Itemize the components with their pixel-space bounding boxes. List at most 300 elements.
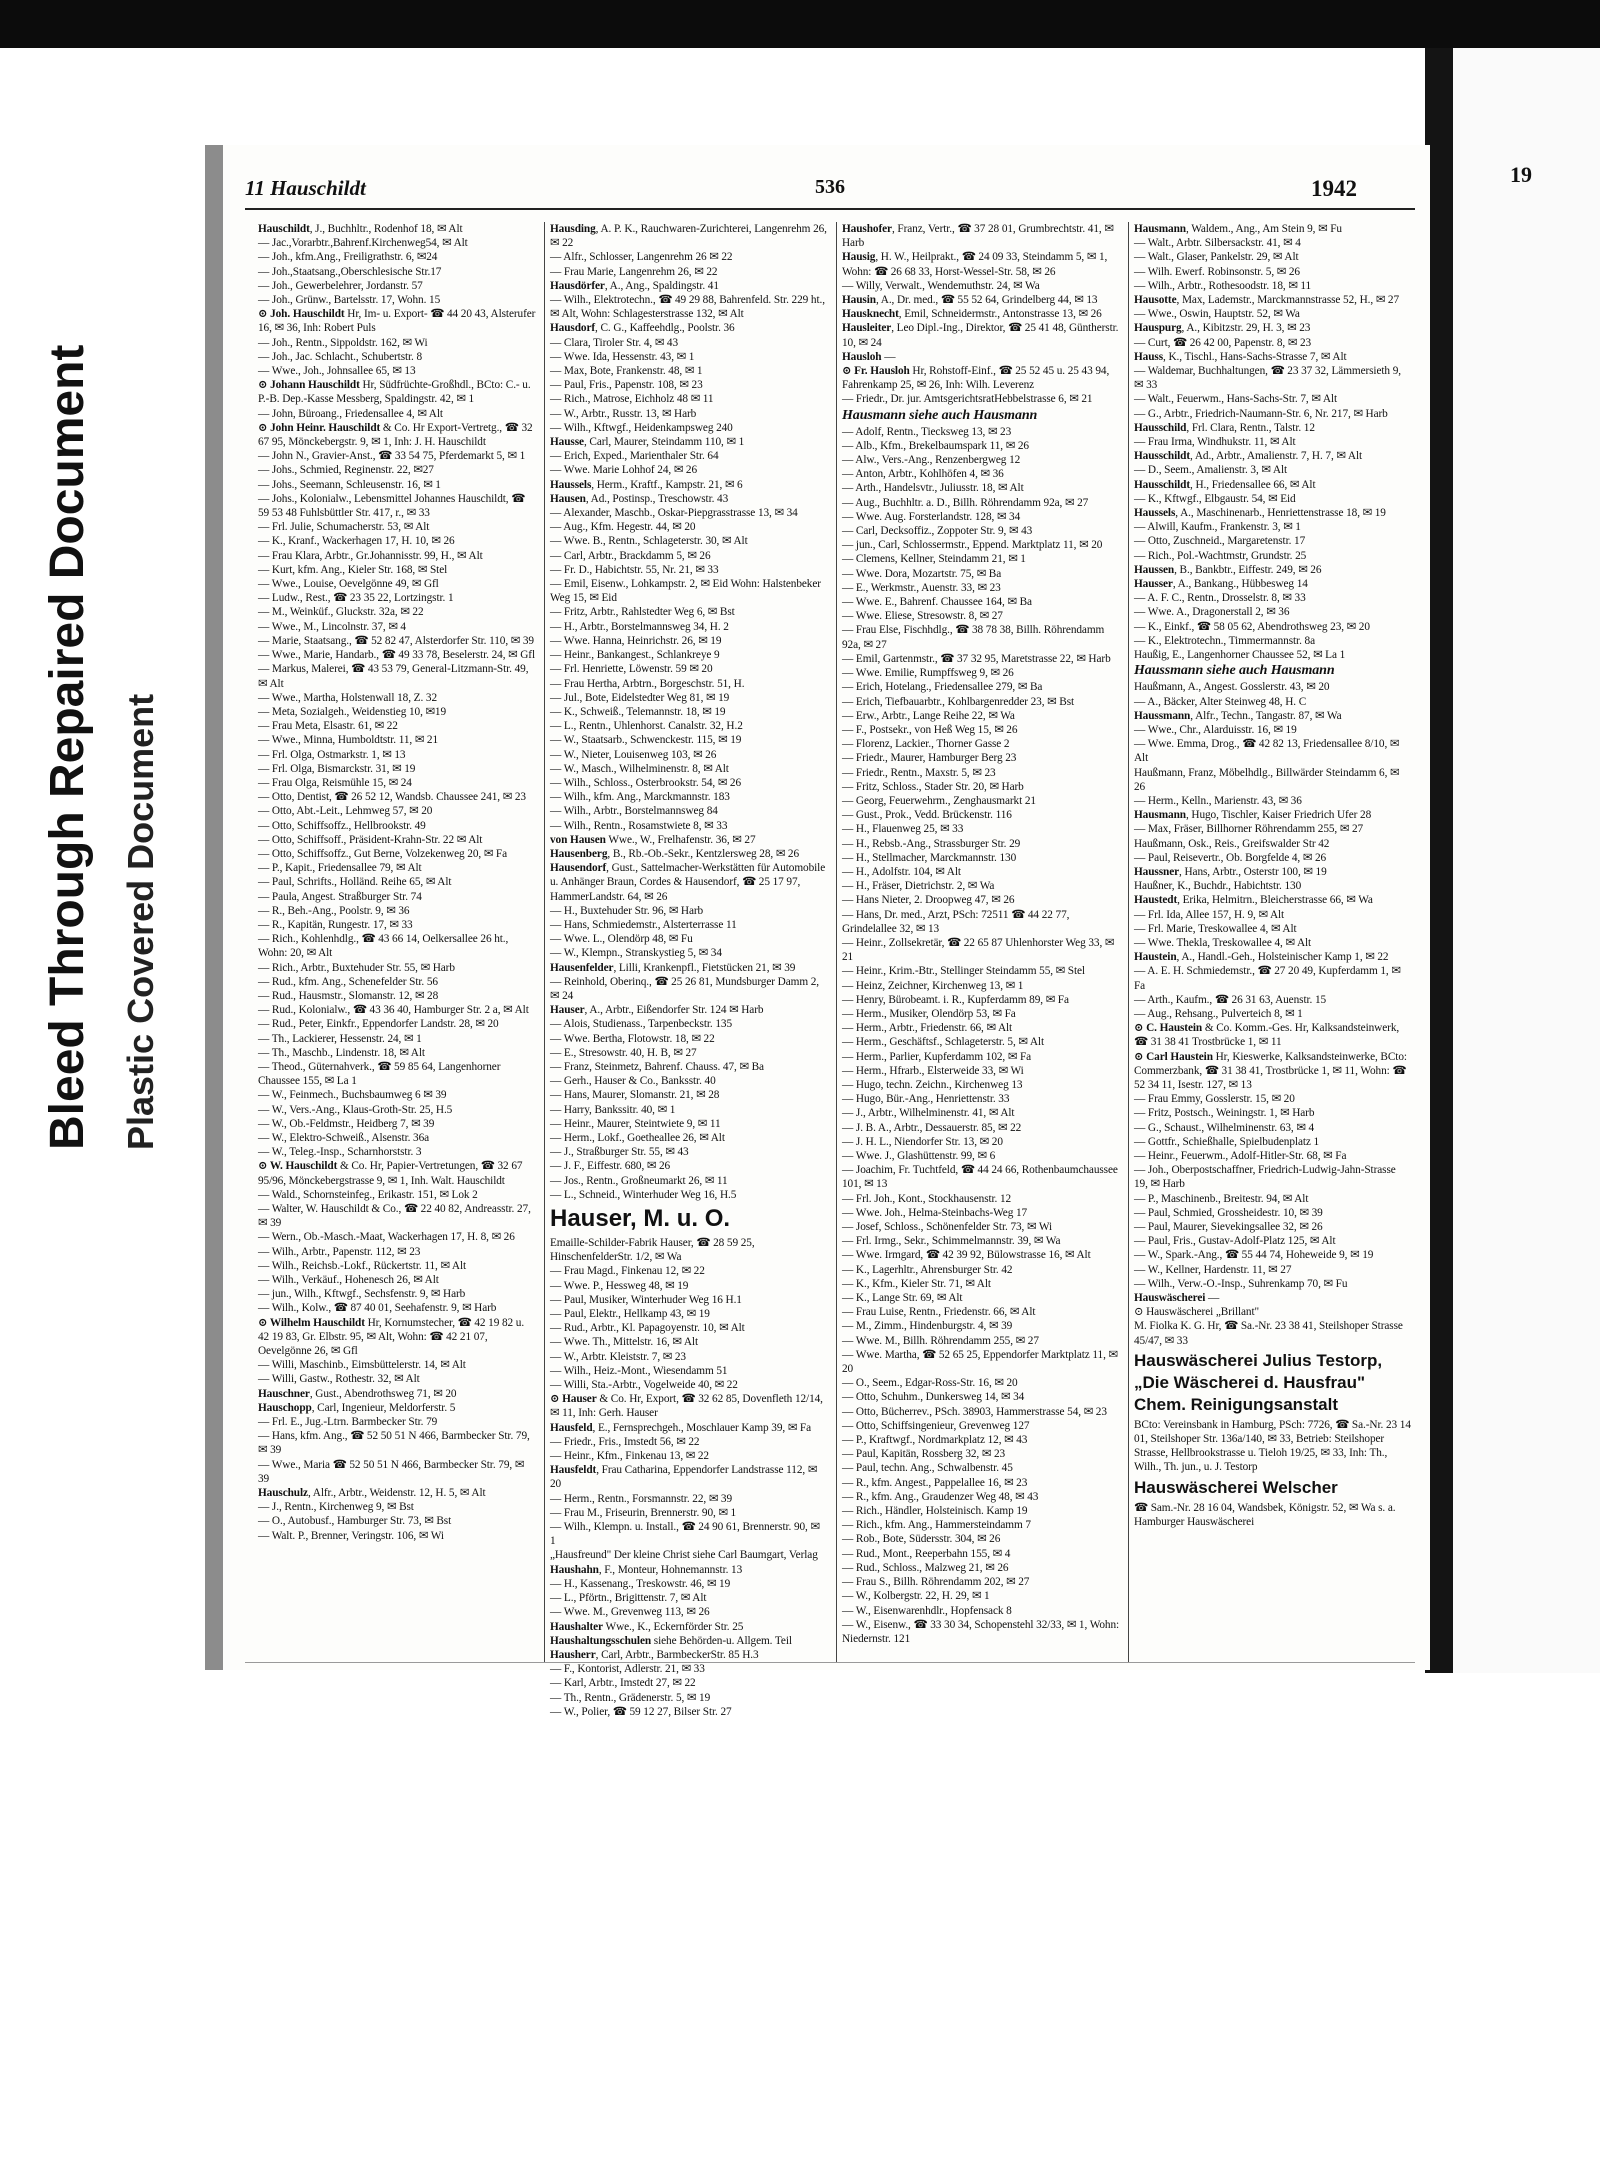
directory-entry: — Arth., Kaufm., ☎ 26 31 63, Auenstr. 15 <box>1134 993 1327 1006</box>
directory-entry: — Frau Olga, Reismühle 15, ✉ 24 <box>258 776 412 789</box>
directory-entry: — John, Büroang., Friedensallee 4, ✉ Alt <box>258 407 443 420</box>
directory-entry: — W., Spark.-Ang., ☎ 55 44 74, Hoheweide 9, ✉ 19 <box>1134 1249 1374 1262</box>
directory-entry: — Frau Irma, Windhukstr. 11, ✉ Alt <box>1134 436 1296 449</box>
directory-entry: — Hugo, Bür.-Ang., Henriettenstr. 33 <box>842 1093 1010 1106</box>
directory-entry: — Joh., Rentn., Sippoldstr. 162, ✉ Wi <box>258 336 428 349</box>
directory-entry: — Wwe. M., Billh. Röhrendamm 255, ✉ 27 <box>842 1334 1039 1347</box>
directory-entry: — Frau M., Friseurin, Brennerstr. 90, ✉ 1 <box>550 1506 737 1519</box>
directory-entry: — Otto, Dentist, ☎ 26 52 12, Wandsb. Chaussee 241, ✉ 23 <box>258 791 526 804</box>
directory-entry: — Wwe. Ida, Hessenstr. 43, ✉ 1 <box>550 350 695 363</box>
directory-entry: — Erich, Tiefbauarbtr., Kohlbargenredder 23, ✉ Bst <box>842 695 1075 708</box>
directory-entry: ⊙ Joh. Hauschildt Hr, Im- u. Export- ☎ 44 20 43, Alsterufer 16, ✉ 36, Inh: Robert Puls <box>258 308 536 335</box>
directory-entry: — Wilh., Reichsb.-Lokf., Rückertstr. 11, ✉ Alt <box>258 1259 467 1272</box>
directory-entry: ☎ Sam.-Nr. 28 16 04, Wandsbek, Königstr. 52, ✉ Wa s. a. Hamburger Hauswäscherei <box>1134 1501 1396 1528</box>
directory-entry: — W., Ob.-Feldmstr., Heidberg 7, ✉ 39 <box>258 1117 435 1130</box>
directory-entry: — H., Kassenang., Treskowstr. 46, ✉ 19 <box>550 1577 731 1590</box>
directory-entry: Hausschild, Frl. Clara, Rentn., Talstr. 12 <box>1134 421 1315 434</box>
directory-entry: Hausotte, Max, Lademstr., Marckmannstrasse 52, H., ✉ 27 <box>1134 294 1400 307</box>
directory-entry: — Herm., Parlier, Kupferdamm 102, ✉ Fa <box>842 1050 1032 1063</box>
page-header <box>245 176 1415 206</box>
directory-entry: Hausser, A., Bankang., Hübbesweg 14 <box>1134 578 1308 591</box>
adjacent-page-number: 19 <box>1510 162 1532 187</box>
directory-entry: — Hans Nieter, 2. Droopweg 47, ✉ 26 <box>842 894 1015 907</box>
directory-entry: — Wilh., Klempn. u. Install., ☎ 24 90 61, Brennerstr. 90, ✉ 1 <box>550 1521 820 1548</box>
directory-entry: — O., Seem., Edgar-Ross-Str. 16, ✉ 20 <box>842 1377 1018 1390</box>
directory-entry: — Frau Meta, Elsastr. 61, ✉ 22 <box>258 720 398 733</box>
directory-entry: — Wwe. Thekla, Treskowallee 4, ✉ Alt <box>1134 936 1312 949</box>
directory-entry: Hausmann, Waldem., Ang., Am Stein 9, ✉ Fu <box>1134 223 1342 235</box>
directory-entry: — E., Stresowstr. 40, H. B, ✉ 27 <box>550 1046 697 1059</box>
directory-entry: — Alwill, Kaufm., Frankenstr. 3, ✉ 1 <box>1134 521 1301 534</box>
directory-entry: — Frau Luise, Rentn., Friedenstr. 66, ✉ Alt <box>842 1306 1036 1319</box>
directory-entry: — Joachim, Fr. Tuchtfeld, ☎ 44 24 66, Rothenbaumchaussee 101, ✉ 13 <box>842 1164 1118 1191</box>
directory-entry: — L., Schneid., Winterhuder Weg 16, H.5 <box>550 1188 737 1201</box>
directory-entry: — G., Schaust., Wilhelminenstr. 63, ✉ 4 <box>1134 1121 1314 1134</box>
directory-entry: — Otto, Schiffsoffz., Hellbrookstr. 49 <box>258 819 426 832</box>
directory-entry: — H., Adolfstr. 104, ✉ Alt <box>842 865 961 878</box>
directory-entry: — Wwe. Hanna, Heinrichstr. 26, ✉ 19 <box>550 634 722 647</box>
directory-entry: — Rob., Bote, Südersstr. 304, ✉ 26 <box>842 1533 1001 1546</box>
directory-entry: — Alw., Vers.-Ang., Renzenbergweg 12 <box>842 454 1021 467</box>
directory-entry: — Otto, Schiffsingenieur, Grevenweg 127 <box>842 1419 1030 1432</box>
directory-entry: — Walter, W. Hauschildt & Co., ☎ 22 40 82, Andreasstr. 27, ✉ 39 <box>258 1203 531 1230</box>
directory-entry: Hausdörfer, A., Ang., Spaldingstr. 41 <box>550 279 719 292</box>
directory-entry: — Jul., Bote, Eidelstedter Weg 81, ✉ 19 <box>550 691 730 704</box>
directory-entry: — Friedr., Rentn., Maxstr. 5, ✉ 23 <box>842 766 996 779</box>
directory-entry: — Frau S., Billh. Röhrendamm 202, ✉ 27 <box>842 1576 1030 1589</box>
directory-entry: — Rich., Matrose, Eichholz 48 ✉ 11 <box>550 393 714 406</box>
directory-entry: — Paul, Fris., Papenstr. 108, ✉ 23 <box>550 379 703 392</box>
directory-entry: — Wwe. Joh., Helma-Steinbachs-Weg 17 <box>842 1206 1028 1219</box>
directory-entry: — Carl, Arbtr., Brackdamm 5, ✉ 26 <box>550 549 711 562</box>
directory-entry: Haustedt, Erika, Helmitrn., Bleicherstrasse 66, ✉ Wa <box>1134 894 1373 907</box>
directory-entry: — Aug., Kfm. Hegestr. 44, ✉ 20 <box>550 521 696 534</box>
directory-entry: — Otto, Schuhm., Dunkersweg 14, ✉ 34 <box>842 1391 1025 1404</box>
directory-entry: — D., Seem., Amalienstr. 3, ✉ Alt <box>1134 464 1288 477</box>
directory-entry: — Erich, Exped., Marienthaler Str. 64 <box>550 450 719 463</box>
page-number: 536 <box>815 176 845 198</box>
directory-entry: Haushalter Wwe., K., Eckernförder Str. 25 <box>550 1620 744 1633</box>
directory-entry: — Rud., Mont., Reeperbahn 155, ✉ 4 <box>842 1547 1011 1560</box>
directory-entry: Haushofer, Franz, Vertr., ☎ 37 28 01, Grumbrechtstr. 41, ✉ Harb <box>842 223 1114 250</box>
directory-entry: Haussmann, Alfr., Techn., Tangastr. 87, ✉ Wa <box>1134 709 1342 722</box>
directory-entry: — W., Eisenw., ☎ 33 30 34, Schopenstehl 32/33, ✉ 1, Wohn: Niedernstr. 121 <box>842 1618 1120 1645</box>
directory-entry: — Joh., Oberpostschaffner, Friedrich-Ludwig-Jahn-Strasse 19, ✉ Harb <box>1134 1164 1396 1191</box>
directory-entry: — R., Beh.-Ang., Poolstr. 9, ✉ 36 <box>258 904 410 917</box>
directory-entry: — Wwe. Martha, ☎ 52 65 25, Eppendorfer Marktplatz 11, ✉ 20 <box>842 1348 1118 1376</box>
directory-entry: — Rud., Peter, Einkfr., Eppendorfer Landstr. 28, ✉ 20 <box>258 1018 499 1031</box>
directory-entry: Emaille-Schilder-Fabrik Hauser, ☎ 28 59 25, HinschenfelderStr. 1/2, ✉ Wa <box>550 1237 755 1264</box>
directory-entry: — Rich., Kohlenhdlg., ☎ 43 66 14, Oelkersallee 26 ht., Wohn: 20, ✉ Alt <box>258 933 509 960</box>
directory-entry: — Alois, Studienass., Tarpenbeckstr. 135 <box>550 1018 733 1031</box>
directory-entry: — Walt., Arbtr. Silbersackstr. 41, ✉ 4 <box>1134 237 1301 250</box>
directory-entry: — K., Lange Str. 69, ✉ Alt <box>842 1292 963 1305</box>
directory-entry: — Meta, Sozialgeh., Weidenstieg 10, ✉19 <box>258 705 446 718</box>
directory-entry: — W., Kolbergstr. 22, H. 29, ✉ 1 <box>842 1590 990 1603</box>
directory-entry: — W., Elektro-Schweiß., Alsenstr. 36a <box>258 1132 430 1144</box>
directory-entry: — Paul, Kapitän, Rossberg 32, ✉ 23 <box>842 1448 1006 1461</box>
directory-entry: — E., Werkmstr., Auenstr. 33, ✉ 23 <box>842 581 1001 594</box>
directory-entry: — Herm., Arbtr., Friedenstr. 66, ✉ Alt <box>842 1022 1013 1035</box>
directory-entry: ⊙ Johann Hauschildt Hr, Südfrüchte-Großhdl., BCto: C.- u. P.-B. Dep.-Kasse Messberg, Spaldingstr. 42, ✉ 1 <box>258 379 531 406</box>
directory-entry: — Joh., kfm.Ang., Freiligrathstr. 6, ✉24 <box>258 251 438 264</box>
directory-entry: — Otto, Schiffsoff., Präsident-Krahn-Str. 22 ✉ Alt <box>258 833 483 846</box>
column-1 <box>258 222 536 1662</box>
directory-entry: — Rud., Schloss., Malzweg 21, ✉ 26 <box>842 1561 1009 1574</box>
directory-entry: — Paul, Fris., Gustav-Adolf-Platz 125, ✉ Alt <box>1134 1235 1336 1248</box>
directory-entry: — Wwe. Eliese, Stresowstr. 8, ✉ 27 <box>842 610 1003 623</box>
directory-entry: Hauschulz, Alfr., Arbtr., Weidenstr. 12, H. 5, ✉ Alt <box>258 1487 486 1500</box>
directory-entry: — A. E. H. Schmiedemstr., ☎ 27 20 49, Kupferdamm 1, ✉ Fa <box>1134 965 1401 992</box>
directory-entry: — H., Arbtr., Borstelmannsweg 34, H. 2 <box>550 620 729 633</box>
directory-entry: — Hans, Schmiedemstr., Alsterterrasse 11 <box>550 918 737 931</box>
directory-entry: — Fritz, Arbtr., Rahlstedter Weg 6, ✉ Bst <box>550 606 735 619</box>
directory-entry: — Marie, Staatsang., ☎ 52 82 47, Alsterdorfer Str. 110, ✉ 39 <box>258 634 534 647</box>
directory-entry: — Wilh., Verkäuf., Hohenesch 26, ✉ Alt <box>258 1274 439 1287</box>
directory-entry: Hausen, Ad., Postinsp., Treschowstr. 43 <box>550 492 729 505</box>
directory-entry: — F., Postsekr., von Heß Weg 15, ✉ 26 <box>842 723 1018 736</box>
directory-entry: — Wwe. J., Glashüttenstr. 99, ✉ 6 <box>842 1150 996 1162</box>
directory-entry: — Max, Fräser, Billhorner Röhrendamm 255, ✉ 27 <box>1134 823 1364 836</box>
directory-entry: — J. F., Eiffestr. 680, ✉ 26 <box>550 1160 671 1173</box>
column-2 <box>550 222 828 1718</box>
directory-entry: ⊙ Carl Haustein Hr, Kieswerke, Kalksandsteinwerke, BCto: Commerzbank, ☎ 31 38 41, Trostbrücke 1, ✉ 11, Wohn: ☎ 52 34 11, Isestr. 127, ✉ 13 <box>1134 1050 1407 1091</box>
directory-entry: — W., Arbtr. Kleiststr. 7, ✉ 23 <box>550 1350 686 1363</box>
directory-entry: — Herm., Musiker, Olendörp 53, ✉ Fa <box>842 1007 1016 1020</box>
directory-entry: — John N., Gravier-Anst., ☎ 33 54 75, Pferdemarkt 5, ✉ 1 <box>258 450 526 463</box>
directory-entry: — Henry, Bürobeamt. i. R., Kupferdamm 89, ✉ Fa <box>842 993 1069 1006</box>
directory-entry: — Wwe., Joh., Johnsallee 65, ✉ 13 <box>258 365 416 378</box>
directory-entry: — J. H. L., Niendorfer Str. 13, ✉ 20 <box>842 1135 1003 1148</box>
directory-entry: M. Fiolka K. G. Hr, ☎ Sa.-Nr. 23 38 41, Steilshoper Strasse 45/47, ✉ 33 <box>1134 1320 1403 1347</box>
directory-entry: — Curt, ☎ 26 42 00, Papenstr. 8, ✉ 23 <box>1134 336 1312 349</box>
directory-entry: — Franz, Steinmetz, Bahrenf. Chauss. 47, ✉ Ba <box>550 1060 764 1073</box>
directory-entry: — H., Stellmacher, Marckmannstr. 130 <box>842 851 1017 864</box>
directory-entry: Haußmann, A., Angest. Gosslerstr. 43, ✉ 20 <box>1134 681 1330 694</box>
directory-entry: — K., Kftwgf., Elbgaustr. 54, ✉ Eid <box>1134 492 1296 505</box>
directory-entry: — Joh.,Staatsang.,Oberschlesische Str.17 <box>258 265 442 278</box>
column-4 <box>1134 222 1412 1662</box>
directory-entry: — R., kfm. Ang., Graudenzer Weg 48, ✉ 43 <box>842 1490 1039 1503</box>
directory-entry: — Frl. Ida, Allee 157, H. 9, ✉ Alt <box>1134 908 1285 921</box>
directory-entry: — W., Kellner, Hardenstr. 11, ✉ 27 <box>1134 1263 1292 1276</box>
directory-entry: — F., Kontorist, Adlerstr. 21, ✉ 33 <box>550 1663 705 1676</box>
directory-entry: Hausse, Carl, Maurer, Steindamm 110, ✉ 1 <box>550 436 745 449</box>
directory-entry: Hausmann siehe auch Hausmann <box>842 407 1038 423</box>
directory-entry: — Theod., Güternahverk., ☎ 59 85 64, Langenhorner Chaussee 155, ✉ La 1 <box>258 1060 501 1088</box>
directory-entry: — W., Nieter, Louisenweg 103, ✉ 26 <box>550 748 717 761</box>
directory-entry: — Frau Emmy, Gosslerstr. 15, ✉ 20 <box>1134 1093 1295 1106</box>
page-left-edge <box>205 145 223 1670</box>
directory-entry: — Anton, Arbtr., Kohlhöfen 4, ✉ 36 <box>842 468 1004 481</box>
directory-entry: — Rud., kfm. Ang., Schenefelder Str. 56 <box>258 975 438 988</box>
directory-entry: Hauswäscherei — <box>1134 1292 1220 1305</box>
directory-entry: Hauser, M. u. O. <box>550 1205 731 1233</box>
directory-entry: Hausenberg, B., Rb.-Ob.-Sekr., Kentzlersweg 28, ✉ 26 <box>550 847 800 860</box>
directory-entry: ⊙ Hauser & Co. Hr, Export, ☎ 32 62 85, Dovenfleth 12/14, ✉ 11, Inh: Gerh. Hauser <box>550 1393 823 1420</box>
directory-entry: Haussen, B., Bankbtr., Eiffestr. 249, ✉ 26 <box>1134 563 1322 576</box>
directory-entry: — Willi, Gastw., Rothestr. 32, ✉ Alt <box>258 1373 420 1386</box>
directory-entry: — Wilh. Ewerf. Robinsonstr. 5, ✉ 26 <box>1134 265 1300 278</box>
directory-entry: — Wwe., Oswin, Hauptstr. 52, ✉ Wa <box>1134 308 1300 321</box>
directory-entry: Hauschopp, Carl, Ingenieur, Meldorferstr. 5 <box>258 1401 456 1414</box>
directory-entry: — J., Straßburger Str. 55, ✉ 43 <box>550 1146 689 1159</box>
directory-entry: — Josef, Schloss., Schönenfelder Str. 73, ✉ Wi <box>842 1221 1053 1234</box>
directory-entry: — Gerh., Hauser & Co., Banksstr. 40 <box>550 1075 716 1088</box>
directory-entry: — Gust., Prok., Vedd. Brückenstr. 116 <box>842 809 1012 822</box>
directory-entry: — K., Schweiß., Telemannstr. 18, ✉ 19 <box>550 705 726 718</box>
directory-entry: — H., Fräser, Dietrichstr. 2, ✉ Wa <box>842 880 995 893</box>
directory-entry: — Rud., Kolonialw., ☎ 43 36 40, Hamburger Str. 2 a, ✉ Alt <box>258 1004 529 1017</box>
directory-entry: — W., Masch., Wilhelminenstr. 8, ✉ Alt <box>550 762 729 775</box>
directory-entry: — Wwe. Irmgard, ☎ 42 39 92, Bülowstrasse 16, ✉ Alt <box>842 1249 1091 1262</box>
directory-entry: — Wilh., Kftwgf., Heidenkampsweg 240 <box>550 421 733 434</box>
directory-entry: „Hausfreund" Der kleine Christ siehe Carl Baumgart, Verlag <box>550 1549 818 1562</box>
directory-entry: — G., Arbtr., Friedrich-Naumann-Str. 6, Nr. 217, ✉ Harb <box>1134 407 1388 420</box>
directory-entry: — J., Arbtr., Wilhelminenstr. 41, ✉ Alt <box>842 1107 1015 1120</box>
directory-entry: — Heinr., Bankangest., Schlankreye 9 <box>550 649 720 662</box>
directory-entry: — Frl. Henriette, Löwenstr. 59 ✉ 20 <box>550 663 713 676</box>
directory-entry: — Wwe. Bertha, Flotowstr. 18, ✉ 22 <box>550 1032 715 1045</box>
directory-entry: — Wwe. Th., Mittelstr. 16, ✉ Alt <box>550 1336 699 1349</box>
directory-entry: — Harry, Bankssitr. 40, ✉ 1 <box>550 1103 676 1116</box>
directory-entry: — Clemens, Kellner, Steindamm 21, ✉ 1 <box>842 553 1026 566</box>
directory-entry: — Kurt, kfm. Ang., Kieler Str. 168, ✉ Stel <box>258 563 448 576</box>
directory-entry: — Markus, Malerei, ☎ 43 53 79, General-Litzmann-Str. 49, ✉ Alt <box>258 663 529 690</box>
directory-entry: Haushaltungsschulen siehe Behörden-u. Allgem. Teil <box>550 1634 792 1647</box>
directory-entry: — Heinr., Feuerwm., Adolf-Hitler-Str. 68, ✉ Fa <box>1134 1150 1347 1162</box>
stamp-plastic-covered: Plastic Covered Document <box>120 693 161 1150</box>
directory-entry: — K., Elektrotechn., Timmermannstr. 8a <box>1134 634 1316 647</box>
directory-entry: — Clara, Tiroler Str. 4, ✉ 43 <box>550 336 679 349</box>
directory-entry: Hausknecht, Emil, Schneidermstr., Antonstrasse 13, ✉ 26 <box>842 308 1102 321</box>
directory-entry: Haußmann, Franz, Möbelhdlg., Billwärder Steindamm 6, ✉ 26 <box>1134 766 1400 793</box>
directory-entry: — Frl. Joh., Kont., Stockhausenstr. 12 <box>842 1192 1012 1205</box>
directory-entry: Hauswäscherei Julius Testorp, „Die Wäscherei d. Hausfrau" Chem. Reinigungsanstalt <box>1134 1350 1383 1414</box>
directory-entry: — Willi, Sta.-Arbtr., Vogelweide 40, ✉ 22 <box>550 1379 738 1392</box>
header-year: 1942 <box>1311 176 1357 201</box>
directory-entry: Haußner, K., Buchdr., Habichtstr. 130 <box>1134 880 1302 893</box>
directory-entry: — Alb., Kfm., Brekelbaumspark 11, ✉ 26 <box>842 439 1029 452</box>
directory-entry: — Rud., Arbtr., Kl. Papagoyenstr. 10, ✉ Alt <box>550 1322 745 1335</box>
directory-columns <box>258 222 1414 1718</box>
directory-entry: — Wwe., Marie, Handarb., ☎ 49 33 78, Beselerstr. 24, ✉ Gfl <box>258 649 535 662</box>
directory-entry: — Wald., Schornsteinfeg., Erikastr. 151, ✉ Lok 2 <box>258 1188 478 1201</box>
directory-entry: — K., Kfm., Kieler Str. 71, ✉ Alt <box>842 1277 991 1290</box>
directory-entry: — Paul, Schmied, Grossheidestr. 10, ✉ 39 <box>1134 1206 1323 1219</box>
scan-border-bottom <box>0 2058 1600 2177</box>
directory-entry: — Wwe., Maria ☎ 52 50 51 N 466, Barmbecker Str. 79, ✉ 39 <box>258 1458 525 1485</box>
directory-entry: — Gottfr., Schießhalle, Spielbudenplatz 1 <box>1134 1135 1320 1148</box>
directory-entry: — Frl. E., Jug.-Ltrn. Barmbecker Str. 79 <box>258 1416 438 1429</box>
directory-entry: — Otto, Schiffsoffz., Gut Berne, Volzekenweg 20, ✉ Fa <box>258 847 508 860</box>
stamp-bleed-through: Bleed Through Repaired Document <box>41 344 94 1150</box>
directory-entry: ⊙ Fr. Hausloh Hr, Rohstoff-Einf., ☎ 25 52 45 u. 25 43 94, Fahrenkamp 25, ✉ 26, Inh: Wilh. Leverenz <box>842 365 1110 392</box>
directory-entry: Haustein, A., Handl.-Geh., Holsteinischer Kamp 1, ✉ 22 <box>1134 951 1389 964</box>
directory-entry: Hausfeld, E., Fernsprechgeh., Moschlauer Kamp 39, ✉ Fa <box>550 1421 812 1434</box>
directory-entry: — Joh., Gewerbelehrer, Jordanstr. 57 <box>258 279 423 292</box>
directory-entry: — Wilh., kfm. Ang., Marckmannstr. 183 <box>550 791 730 804</box>
directory-entry: — Rud., Hausmstr., Slomanstr. 12, ✉ 28 <box>258 989 439 1002</box>
directory-entry: — H., Rebsb.-Ang., Strassburger Str. 29 <box>842 837 1021 850</box>
directory-entry: — Rich., Arbtr., Buxtehuder Str. 55, ✉ Harb <box>258 961 455 974</box>
directory-entry: — L., Rentn., Uhlenhorst. Canalstr. 32, H.2 <box>550 720 743 733</box>
directory-entry: — Th., Maschb., Lindenstr. 18, ✉ Alt <box>258 1046 425 1059</box>
directory-entry: — Georg, Feuerwehrm., Zenghausmarkt 21 <box>842 794 1036 807</box>
directory-entry: — Rich., Händler, Holsteinisch. Kamp 19 <box>842 1505 1028 1518</box>
directory-entry: — Herm., Lokf., Goetheallee 26, ✉ Alt <box>550 1132 725 1144</box>
directory-entry: — R., kfm. Angest., Pappelallee 16, ✉ 23 <box>842 1476 1028 1489</box>
directory-entry: — Paul, techn. Ang., Schwalbenstr. 45 <box>842 1462 1013 1475</box>
directory-entry: — O., Autobusf., Hamburger Str. 73, ✉ Bst <box>258 1515 452 1528</box>
directory-entry: — Wwe., Chr., Alarduisstr. 16, ✉ 19 <box>1134 723 1297 736</box>
directory-entry: — Wilh., Rentn., Rosamstwiete 8, ✉ 33 <box>550 819 728 832</box>
directory-entry: — Heinz, Zeichner, Kirchenweg 13, ✉ 1 <box>842 979 1024 992</box>
directory-entry: — W., Eisenwarenhdlr., Hopfensack 8 <box>842 1604 1012 1617</box>
directory-entry: — Wwe. E., Bahrenf. Chaussee 164, ✉ Ba <box>842 596 1032 609</box>
directory-entry: Hausdorf, C. G., Kaffeehdlg., Poolstr. 36 <box>550 322 735 335</box>
directory-entry: — Frl. Olga, Bismarckstr. 31, ✉ 19 <box>258 762 416 775</box>
directory-entry: — Wwe. A., Dragonerstall 2, ✉ 36 <box>1134 606 1290 619</box>
directory-entry: — Willi, Maschinb., Eimsbüttelerstr. 14, ✉ Alt <box>258 1359 466 1372</box>
directory-entry: BCto: Vereinsbank in Hamburg, PSch: 7726, ☎ Sa.-Nr. 23 14 01, Steilshoper Str. 136a/140, ✉ 33, Betrieb: Steilshoper Strasse, Hellbrookstrasse u. Tieloh 19/25, ✉ 33, Inh: Th., Wilh., Th. jun., u. J. Testorp <box>1134 1418 1411 1474</box>
directory-entry: — Wwe. Aug. Forsterlandstr. 128, ✉ 34 <box>842 510 1021 523</box>
directory-entry: Hausmann, Hugo, Tischler, Kaiser Friedrich Ufer 28 <box>1134 809 1372 822</box>
directory-entry: — Frau Else, Fischhdlg., ☎ 38 78 38, Billh. Röhrendamm 92a, ✉ 27 <box>842 624 1105 651</box>
directory-entry: — Hugo, techn. Zeichn., Kirchenweg 13 <box>842 1078 1023 1091</box>
directory-entry: — Max, Bote, Frankenstr. 48, ✉ 1 <box>550 365 703 378</box>
directory-entry: — Paul, Schrifts., Holländ. Reihe 65, ✉ Alt <box>258 876 452 889</box>
directory-entry: — Joh., Grünw., Bartelsstr. 17, Wohn. 15 <box>258 294 441 307</box>
directory-entry: Hausfeldt, Frau Catharina, Eppendorfer Landstrasse 112, ✉ 20 <box>550 1464 818 1491</box>
directory-entry: Hauswäscherei Welscher <box>1134 1477 1338 1497</box>
directory-entry: — Walt., Glaser, Pankelstr. 29, ✉ Alt <box>1134 251 1299 264</box>
directory-entry: — Karl, Arbtr., Imstedt 27, ✉ 22 <box>550 1677 696 1690</box>
directory-entry: — W., Polier, ☎ 59 12 27, Bilser Str. 27 <box>550 1705 732 1718</box>
directory-entry: — P., Kapit., Friedensallee 79, ✉ Alt <box>258 862 422 875</box>
directory-entry: — P., Maschinenb., Breitestr. 94, ✉ Alt <box>1134 1192 1309 1205</box>
directory-entry: — Herm., Hfrarb., Elsterweide 33, ✉ Wi <box>842 1064 1024 1077</box>
directory-entry: — Wwe. B., Rentn., Schlageterstr. 30, ✉ Alt <box>550 535 748 548</box>
directory-entry: — Wilh., Schloss., Osterbrookstr. 54, ✉ 26 <box>550 776 742 789</box>
directory-entry: — J. B. A., Arbtr., Dessauerstr. 85, ✉ 22 <box>842 1121 1022 1134</box>
directory-entry: — Th., Lackierer, Hessenstr. 24, ✉ 1 <box>258 1032 422 1045</box>
directory-entry: — Wilh., Arbtr., Borstelmannsweg 84 <box>550 805 718 818</box>
directory-entry: — Erich, Hotelang., Friedensallee 279, ✉ Ba <box>842 681 1043 694</box>
directory-entry: — Frl. Irmg., Sekr., Schimmelmannstr. 39, ✉ Wa <box>842 1235 1061 1248</box>
directory-entry: — Friedr., Maurer, Hamburger Berg 23 <box>842 752 1017 765</box>
directory-entry: — Paul, Maurer, Sievekingsallee 32, ✉ 26 <box>1134 1221 1323 1234</box>
directory-entry: — Johs., Kolonialw., Lebensmittel Johannes Hauschildt, ☎ 59 53 48 Fuhlsbüttler Str. 417, r., ✉ 33 <box>258 492 526 520</box>
directory-entry: — Joh., Jac. Schlacht., Schubertstr. 8 <box>258 350 423 363</box>
directory-entry: Hauspurg, A., Kibitzstr. 29, H. 3, ✉ 23 <box>1134 322 1311 335</box>
directory-entry: — Wilh., Heiz.-Mont., Wiesendamm 51 <box>550 1364 728 1377</box>
directory-entry: — Hans, Dr. med., Arzt, PSch: 72511 ☎ 44 22 77, Grindelallee 32, ✉ 13 <box>842 908 1070 935</box>
directory-entry: — M., Weinküf., Gluckstr. 32a, ✉ 22 <box>258 606 424 619</box>
directory-entry: ⊙ Hauswäscherei „Brillant" <box>1134 1306 1260 1319</box>
directory-entry: Haußmann, Osk., Reis., Greifswalder Str 42 <box>1134 837 1330 850</box>
directory-entry: — Walt., Feuerwm., Hans-Sachs-Str. 7, ✉ Alt <box>1134 393 1337 406</box>
directory-entry: — Frau Marie, Langenrehm 26, ✉ 22 <box>550 265 718 278</box>
directory-entry: — R., Kapitän, Rungestr. 17, ✉ 33 <box>258 918 413 931</box>
directory-entry: — Arth., Handelsvtr., Juliusstr. 18, ✉ Alt <box>842 482 1024 495</box>
directory-entry: Hauschildt, J., Buchhltr., Rodenhof 18, ✉ Alt <box>258 223 463 235</box>
directory-entry: — Wwe. Emilie, Rumpffsweg 9, ✉ 26 <box>842 667 1014 680</box>
directory-entry: — W., Klempn., Stranskystieg 5, ✉ 34 <box>550 947 722 960</box>
directory-entry: — Rich., kfm. Ang., Hammersteindamm 7 <box>842 1519 1031 1532</box>
directory-entry: — W., Vers.-Ang., Klaus-Groth-Str. 25, H.5 <box>258 1103 453 1116</box>
directory-entry: — Otto, Bücherrev., PSch. 38903, Hammerstrasse 54, ✉ 23 <box>842 1405 1107 1418</box>
directory-entry: — Fritz, Schloss., Stader Str. 20, ✉ Harb <box>842 780 1024 793</box>
directory-entry: — Johs., Seemann, Schleusenstr. 16, ✉ 1 <box>258 478 441 491</box>
directory-entry: Haussels, A., Maschinenarb., Henriettenstrasse 18, ✉ 19 <box>1134 507 1386 520</box>
directory-entry: — Hans, kfm. Ang., ☎ 52 50 51 N 466, Barmbecker Str. 79, ✉ 39 <box>258 1430 530 1457</box>
directory-entry: — Heinr., Kfm., Finkenau 13, ✉ 22 <box>550 1450 709 1463</box>
directory-entry: — P., Kraftwgf., Nordmarkplatz 12, ✉ 43 <box>842 1434 1028 1447</box>
directory-entry: — Fritz, Postsch., Weiningstr. 1, ✉ Harb <box>1134 1107 1315 1120</box>
directory-entry: Haussner, Hans, Arbtr., Osterstr 100, ✉ 19 <box>1134 865 1327 878</box>
directory-entry: — A. F. C., Rentn., Drosselstr. 8, ✉ 33 <box>1134 592 1306 605</box>
directory-entry: — Wwe. M., Grevenweg 113, ✉ 26 <box>550 1606 710 1619</box>
directory-entry: — W., Teleg.-Insp., Scharnhorststr. 3 <box>258 1146 422 1159</box>
directory-entry: Haussels, Herm., Kraftf., Kampstr. 21, ✉ 6 <box>550 478 743 491</box>
directory-entry: ⊙ C. Haustein & Co. Komm.-Ges. Hr, Kalksandsteinwerk, ☎ 31 38 41 Trostbrücke 1, ✉ 11 <box>1134 1022 1400 1049</box>
directory-entry: — Erw., Arbtr., Lange Reihe 22, ✉ Wa <box>842 709 1015 722</box>
directory-entry: — Wwe., Minna, Humboldtstr. 11, ✉ 21 <box>258 734 439 747</box>
directory-entry: — Herm., Geschäftsf., Schlageterstr. 5, ✉ Alt <box>842 1036 1044 1049</box>
column-divider <box>1128 222 1129 1662</box>
directory-entry: — Alexander, Maschb., Oskar-Piepgrasstrasse 13, ✉ 34 <box>550 507 798 520</box>
directory-entry: Hausin, A., Dr. med., ☎ 55 52 64, Grindelberg 44, ✉ 13 <box>842 294 1098 307</box>
directory-entry: — Paul, Elektr., Hellkamp 43, ✉ 19 <box>550 1308 710 1321</box>
directory-entry: Hausschildt, H., Friedensallee 66, ✉ Alt <box>1134 478 1316 491</box>
directory-entry: Hauser, A., Arbtr., Eißendorfer Str. 124 ✉ Harb <box>550 1004 764 1017</box>
directory-entry: — Wern., Ob.-Masch.-Maat, Wackerhagen 17, H. 8, ✉ 26 <box>258 1231 515 1244</box>
directory-entry: Hausding, A. P. K., Rauchwaren-Zurichterei, Langenrehm 26, ✉ 22 <box>550 223 827 250</box>
directory-entry: — Emil, Eisenw., Lohkampstr. 2, ✉ Eid Wohn: Halstenbeker Weg 15, ✉ Eid <box>550 578 821 605</box>
directory-entry: Hausendorf, Gust., Sattelmacher-Werkstätten für Automobile u. Anhänger Braun, Cordes & Hausendorf, ☎ 25 17 97, HammerLandstr. 64, ✉ 26 <box>550 862 826 903</box>
directory-entry: Hausschildt, Ad., Arbtr., Amalienstr. 7, H. 7, ✉ Alt <box>1134 450 1363 463</box>
directory-entry: — K., Einkf., ☎ 58 05 62, Abendrothsweg 23, ✉ 20 <box>1134 620 1370 633</box>
directory-entry: — Walt. P., Brenner, Veringstr. 106, ✉ Wi <box>258 1529 444 1542</box>
directory-entry: — A., Bäcker, Alter Steinweg 48, H. C <box>1134 695 1307 708</box>
directory-entry: — Otto, Zuschneid., Margaretenstr. 17 <box>1134 535 1306 548</box>
directory-entry: ⊙ John Heinr. Hauschildt & Co. Hr Export-Vertretg., ☎ 32 67 95, Mönckebergstr. 9, ✉ 1, Inh: J. H. Hauschildt <box>258 421 533 449</box>
directory-entry: — Wilh., Elektrotechn., ☎ 49 29 88, Bahrenfeld. Str. 229 ht., ✉ Alt, Wohn: Schlagesterstrasse 132, ✉ Alt <box>550 294 825 321</box>
directory-entry: — W., Arbtr., Russtr. 13, ✉ Harb <box>550 407 697 420</box>
directory-entry: — Willy, Verwalt., Wendemuthstr. 24, ✉ Wa <box>842 279 1040 292</box>
directory-entry: von Hausen Wwe., W., Frelhafenstr. 36, ✉ 27 <box>550 833 756 846</box>
directory-entry: — Otto, Abt.-Leit., Lehmweg 57, ✉ 20 <box>258 805 433 818</box>
directory-entry: — jun., Wilh., Kftwgf., Sechsfenstr. 9, ✉ Harb <box>258 1288 466 1301</box>
directory-entry: — Hans, Maurer, Slomanstr. 21, ✉ 28 <box>550 1089 720 1102</box>
column-divider <box>544 222 545 1662</box>
directory-entry: — Wilh., Arbtr., Papenstr. 112, ✉ 23 <box>258 1245 421 1258</box>
directory-entry: — Wwe., M., Lincolnstr. 37, ✉ 4 <box>258 620 406 633</box>
column-3 <box>842 222 1120 1662</box>
directory-entry: — Frl. Marie, Treskowallee 4, ✉ Alt <box>1134 922 1297 935</box>
directory-entry: — K., Kranf., Wackerhagen 17, H. 10, ✉ 26 <box>258 535 455 548</box>
directory-entry: — Florenz, Lackier., Thorner Gasse 2 <box>842 738 1010 751</box>
directory-entry: ⊙ Wilhelm Hauschildt Hr, Kornumstecher, ☎ 42 19 82 u. 42 19 83, Gr. Elbstr. 95, ✉ Alt, Wohn: ☎ 42 21 07, Oevelgönne 26, ✉ Gfl <box>258 1316 525 1358</box>
directory-entry: — Ludw., Rest., ☎ 23 35 22, Lortzingstr. 1 <box>258 592 454 605</box>
directory-entry: ⊙ W. Hauschildt & Co. Hr, Papier-Vertretungen, ☎ 32 67 95/96, Mönckebergstrasse 9, ✉ 1, Inh. Walt. Hauschildt <box>258 1160 523 1187</box>
directory-entry: — Aug., Buchhltr. a. D., Billh. Röhrendamm 92a, ✉ 27 <box>842 496 1089 509</box>
directory-entry: — Paula, Angest. Straßburger Str. 74 <box>258 890 422 903</box>
directory-entry: Hauss, K., Tischl., Hans-Sachs-Strasse 7, ✉ Alt <box>1134 350 1347 363</box>
directory-entry: — Fr. D., Habichtstr. 55, Nr. 21, ✉ 33 <box>550 563 719 576</box>
directory-entry: — Friedr., Fris., Imstedt 56, ✉ 22 <box>550 1435 700 1448</box>
